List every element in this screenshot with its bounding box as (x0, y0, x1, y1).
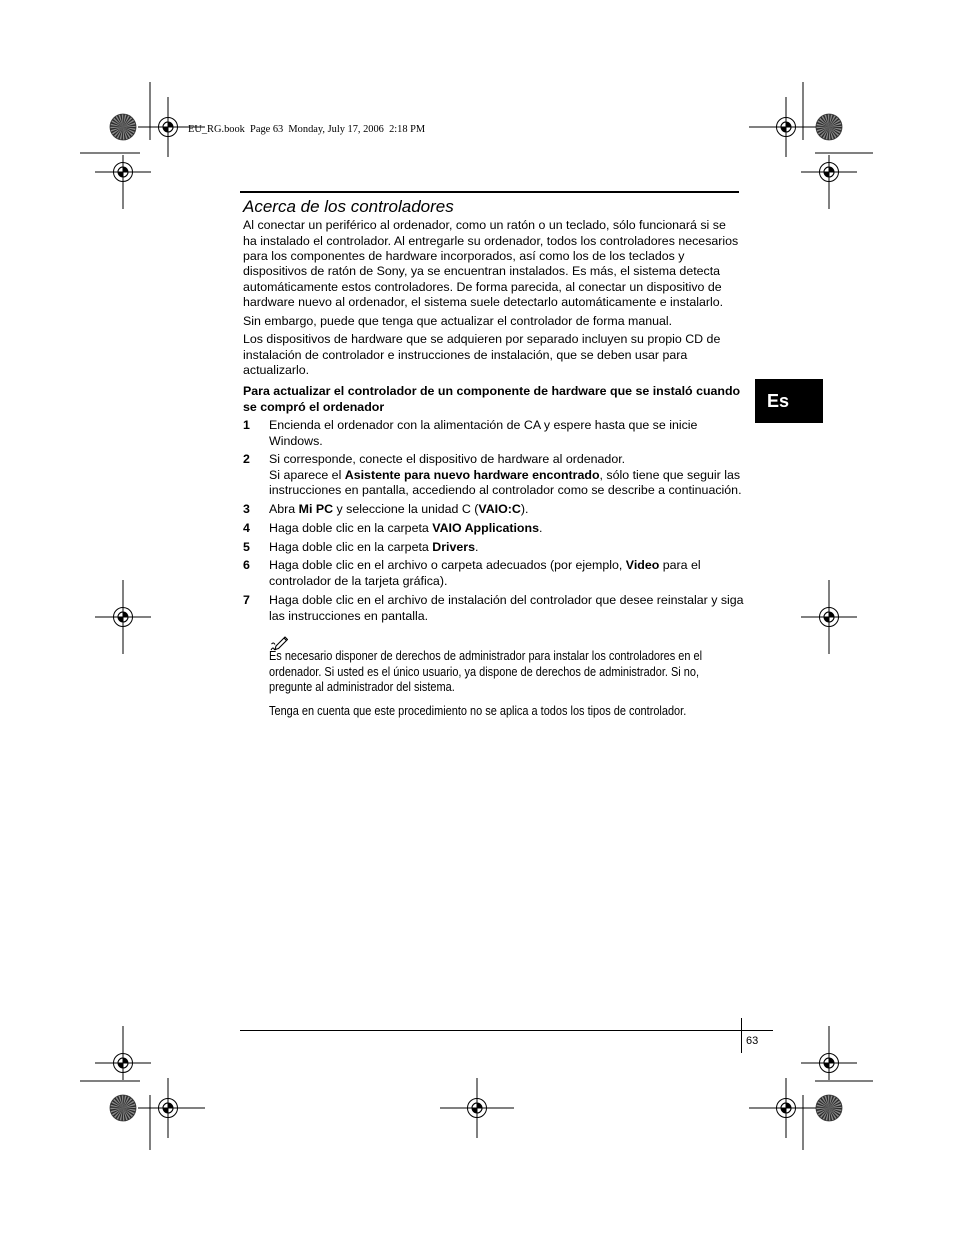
starburst-mark-top-right (816, 114, 842, 140)
step-number: 4 (243, 521, 250, 536)
language-tab (755, 379, 823, 423)
paragraph-line: actualizarlo. (243, 363, 310, 378)
step-line (269, 558, 701, 573)
step-line (269, 468, 742, 483)
step-line (269, 452, 742, 467)
registration-mark-bottom-left (138, 1078, 205, 1138)
step-text-segment: . (538, 521, 543, 536)
step-line (269, 502, 528, 517)
note-line: ordenador. Si usted es el único usuario, ya dispone de derechos de administrador. Si no, (269, 664, 700, 679)
paragraph-line: Los dispositivos de hardware que se adquieren por separado incluyen su propio CD de (243, 332, 721, 347)
step-line (269, 483, 742, 498)
step-text-segment: instrucciones en pantalla, accediendo al controlador como se describe a continuación. (269, 483, 742, 498)
folder-example-bold: Video (625, 558, 660, 573)
step-text-segment: y seleccione la unidad C ( (333, 502, 479, 517)
registration-mark-right-middle (801, 580, 857, 654)
step-text-segment: Haga doble clic en el archivo o carpeta adecuados (por ejemplo, (269, 558, 626, 573)
step-1 (243, 418, 697, 449)
step-text-segment: Haga doble clic en la carpeta (269, 521, 433, 536)
step-line (269, 609, 744, 624)
step-line (269, 540, 478, 555)
step-6 (243, 558, 701, 589)
step-line (269, 434, 697, 449)
step-text (269, 540, 478, 555)
drive-name-bold: VAIO:C (478, 502, 521, 517)
step-line (269, 593, 744, 608)
note-line: Tenga en cuenta que este procedimiento no se aplica a todos los tipos de controlador. (269, 704, 687, 719)
step-text-segment: Abra (269, 502, 299, 517)
step-text-segment: para el (659, 558, 701, 573)
paragraph-line: automáticamente estos controladores. De forma parecida, al conectar un dispositivo de (243, 279, 722, 294)
registration-mark-top-right (749, 97, 816, 157)
step-text-segment: Encienda el ordenador con la alimentación de CA y espere hasta que se inicie (269, 418, 698, 433)
note-line: Es necesario disponer de derechos de administrador para instalar los controladores en el (269, 649, 703, 664)
registration-mark-bottom-center (440, 1078, 514, 1138)
note-extra-text (269, 704, 686, 720)
footer-divider (741, 1018, 742, 1053)
intro-paragraph-1 (243, 218, 738, 310)
step-line (269, 418, 697, 433)
step-text-segment: Si aparece el (269, 467, 345, 482)
starburst-mark-top-left (110, 114, 136, 140)
step-number: 1 (243, 418, 250, 433)
registration-mark-right-lower (801, 1026, 857, 1080)
step-text-segment: Haga doble clic en la carpeta (269, 540, 433, 555)
book-info-header: EU_RG.book Page 63 Monday, July 17, 2006 2:18 PM (188, 124, 426, 135)
starburst-mark-bottom-right (816, 1095, 842, 1121)
step-2 (243, 452, 742, 498)
registration-mark-right-upper (801, 155, 857, 209)
procedure-heading (243, 384, 740, 415)
section-top-rule (240, 191, 739, 193)
step-4 (243, 521, 542, 536)
step-text-segment: las instrucciones en pantalla. (269, 608, 429, 623)
intro-paragraph-3 (243, 332, 720, 378)
paragraph-line: ha instalado el controlador. Al entregarle su ordenador, todos los controladores necesarios (243, 233, 739, 248)
paragraph-line: hardware nuevo al ordenador, el sistema suele detectarlo automáticamente e instalarlo. (243, 295, 724, 310)
step-text-segment: Windows. (269, 433, 323, 448)
footer-rule (240, 1030, 773, 1031)
section-title: Acerca de los controladores (243, 197, 454, 216)
step-text (269, 452, 742, 498)
language-tab-label: Es (767, 391, 790, 411)
step-text (269, 593, 744, 624)
note-text (269, 649, 702, 696)
step-number: 7 (243, 593, 250, 608)
step-number: 6 (243, 558, 250, 573)
step-text (269, 502, 528, 517)
step-text-segment: Haga doble clic en el archivo de instalación del controlador que desee reinstalar y siga (269, 593, 744, 608)
my-pc-bold: Mi PC (298, 502, 334, 517)
heading-line: Para actualizar el controlador de un componente de hardware que se instaló cuando (243, 384, 741, 399)
registration-mark-left-middle (95, 580, 151, 654)
step-text-segment: . (474, 540, 479, 555)
step-line (269, 574, 701, 589)
note-line: pregunte al administrador del sistema. (269, 680, 455, 695)
step-text-segment: ). (520, 502, 529, 517)
folder-name-bold: VAIO Applications (432, 521, 539, 536)
registration-mark-left-lower (95, 1026, 151, 1080)
intro-paragraph-2 (243, 314, 672, 329)
folder-name-bold: Drivers (432, 540, 475, 555)
step-number: 5 (243, 540, 250, 555)
step-number: 2 (243, 452, 250, 467)
step-text (269, 418, 697, 449)
paragraph-line: dispositivos de ratón de Sony, ya se encuentran instalados. Es más, el sistema detecta (243, 264, 721, 279)
step-5 (243, 540, 478, 555)
paragraph-line: Al conectar un periférico al ordenador, como un ratón o un teclado, sólo funcionará si se (243, 218, 726, 233)
paragraph-line: instalación de controlador e instrucciones de instalación, que se deben usar para (243, 347, 688, 362)
paragraph-line: para los componentes de hardware incorporados, así como los de los teclados y (243, 249, 685, 264)
step-3 (243, 502, 528, 517)
page-number: 63 (746, 1035, 759, 1047)
registration-mark-bottom-right (749, 1078, 816, 1138)
step-number: 3 (243, 502, 250, 517)
paragraph-line: Sin embargo, puede que tenga que actualizar el controlador de forma manual. (243, 314, 673, 329)
wizard-name-bold: Asistente para nuevo hardware encontrado (344, 467, 600, 482)
registration-mark-left-upper (95, 155, 151, 209)
step-text-segment: controlador de la tarjeta gráfica). (269, 573, 448, 588)
heading-line: se compró el ordenador (243, 399, 385, 414)
step-text-segment: Si corresponde, conecte el dispositivo de hardware al ordenador. (269, 452, 626, 467)
starburst-mark-bottom-left (110, 1095, 136, 1121)
step-7 (243, 593, 744, 624)
step-text (269, 558, 701, 589)
step-text (269, 521, 542, 536)
step-line (269, 521, 542, 536)
step-text-segment: , sólo tiene que seguir las (599, 467, 741, 482)
